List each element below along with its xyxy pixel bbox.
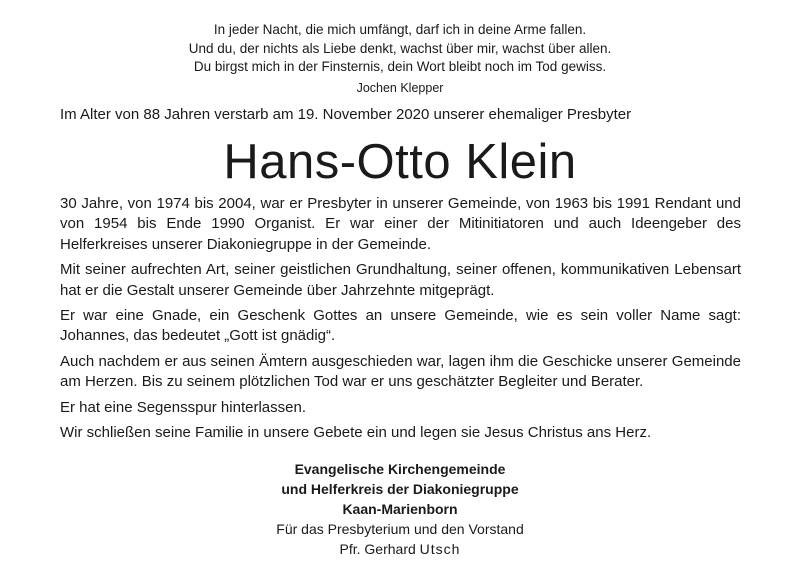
intro-line: Im Alter von 88 Jahren verstarb am 19. November 2020 unserer ehemaliger Presbyter bbox=[60, 106, 632, 123]
organization-line: Kaan-Marienborn bbox=[342, 501, 458, 517]
organization-line: und Helferkreis der Diakoniegruppe bbox=[281, 481, 519, 497]
body-paragraph: 30 Jahre, von 1974 bis 2004, war er Presbyter in unserer Gemeinde, von 1963 bis 1991 Rendant und von 1954 bis Ende 1990 Organist. Er war einer der Mitinitiatoren und auch Ideengeber des Helferkreises unserer Diakoniegruppe in der Gemeinde. bbox=[60, 195, 741, 253]
body-paragraph: Er hat eine Segensspur hinterlassen. bbox=[60, 398, 306, 416]
pastor-title: Pfr. Gerhard bbox=[339, 541, 416, 557]
verse-line: Und du, der nichts als Liebe denkt, wachst über mir, wachst über allen. bbox=[188, 40, 612, 56]
verse-author: Jochen Klepper bbox=[356, 81, 444, 95]
body-paragraph: Auch nachdem er aus seinen Ämtern ausgeschieden war, lagen ihm die Geschicke unserer Gemeinde am Herzen. Bis zu seinem plötzlichen Tod war er uns geschätzter Begleiter und Berater. bbox=[60, 352, 741, 391]
pastor-name bbox=[0, 539, 800, 559]
deceased-name: Hans-Otto Klein bbox=[223, 135, 577, 189]
signature-block bbox=[0, 459, 800, 559]
verse-line: Du birgst mich in der Finsternis, dein Wort bleibt noch im Tod gewiss. bbox=[193, 59, 607, 74]
verse-line: In jeder Nacht, die mich umfängt, darf ich in deine Arme fallen. bbox=[213, 22, 587, 37]
organization-line: Evangelische Kirchengemeinde bbox=[294, 461, 506, 477]
on-behalf-line: Für das Presbyterium und den Vorstand bbox=[276, 521, 524, 537]
body-paragraph: Mit seiner aufrechten Art, seiner geistlichen Grundhaltung, seiner offenen, kommunikativen Lebensart hat er die Gestalt unserer Gemeinde über Jahrzehnte mitgeprägt. bbox=[60, 261, 741, 299]
obituary-body bbox=[60, 194, 741, 448]
hymn-verse bbox=[0, 21, 800, 77]
body-paragraph: Er war eine Gnade, ein Geschenk Gottes an unsere Gemeinde, wie es sein voller Name sagt: Johannes, das bedeutet „Gott ist gnädig“. bbox=[60, 307, 741, 345]
pastor-surname: Utsch bbox=[419, 541, 461, 557]
body-paragraph: Wir schließen seine Familie in unsere Gebete ein und legen sie Jesus Christus ans Herz. bbox=[60, 424, 652, 442]
